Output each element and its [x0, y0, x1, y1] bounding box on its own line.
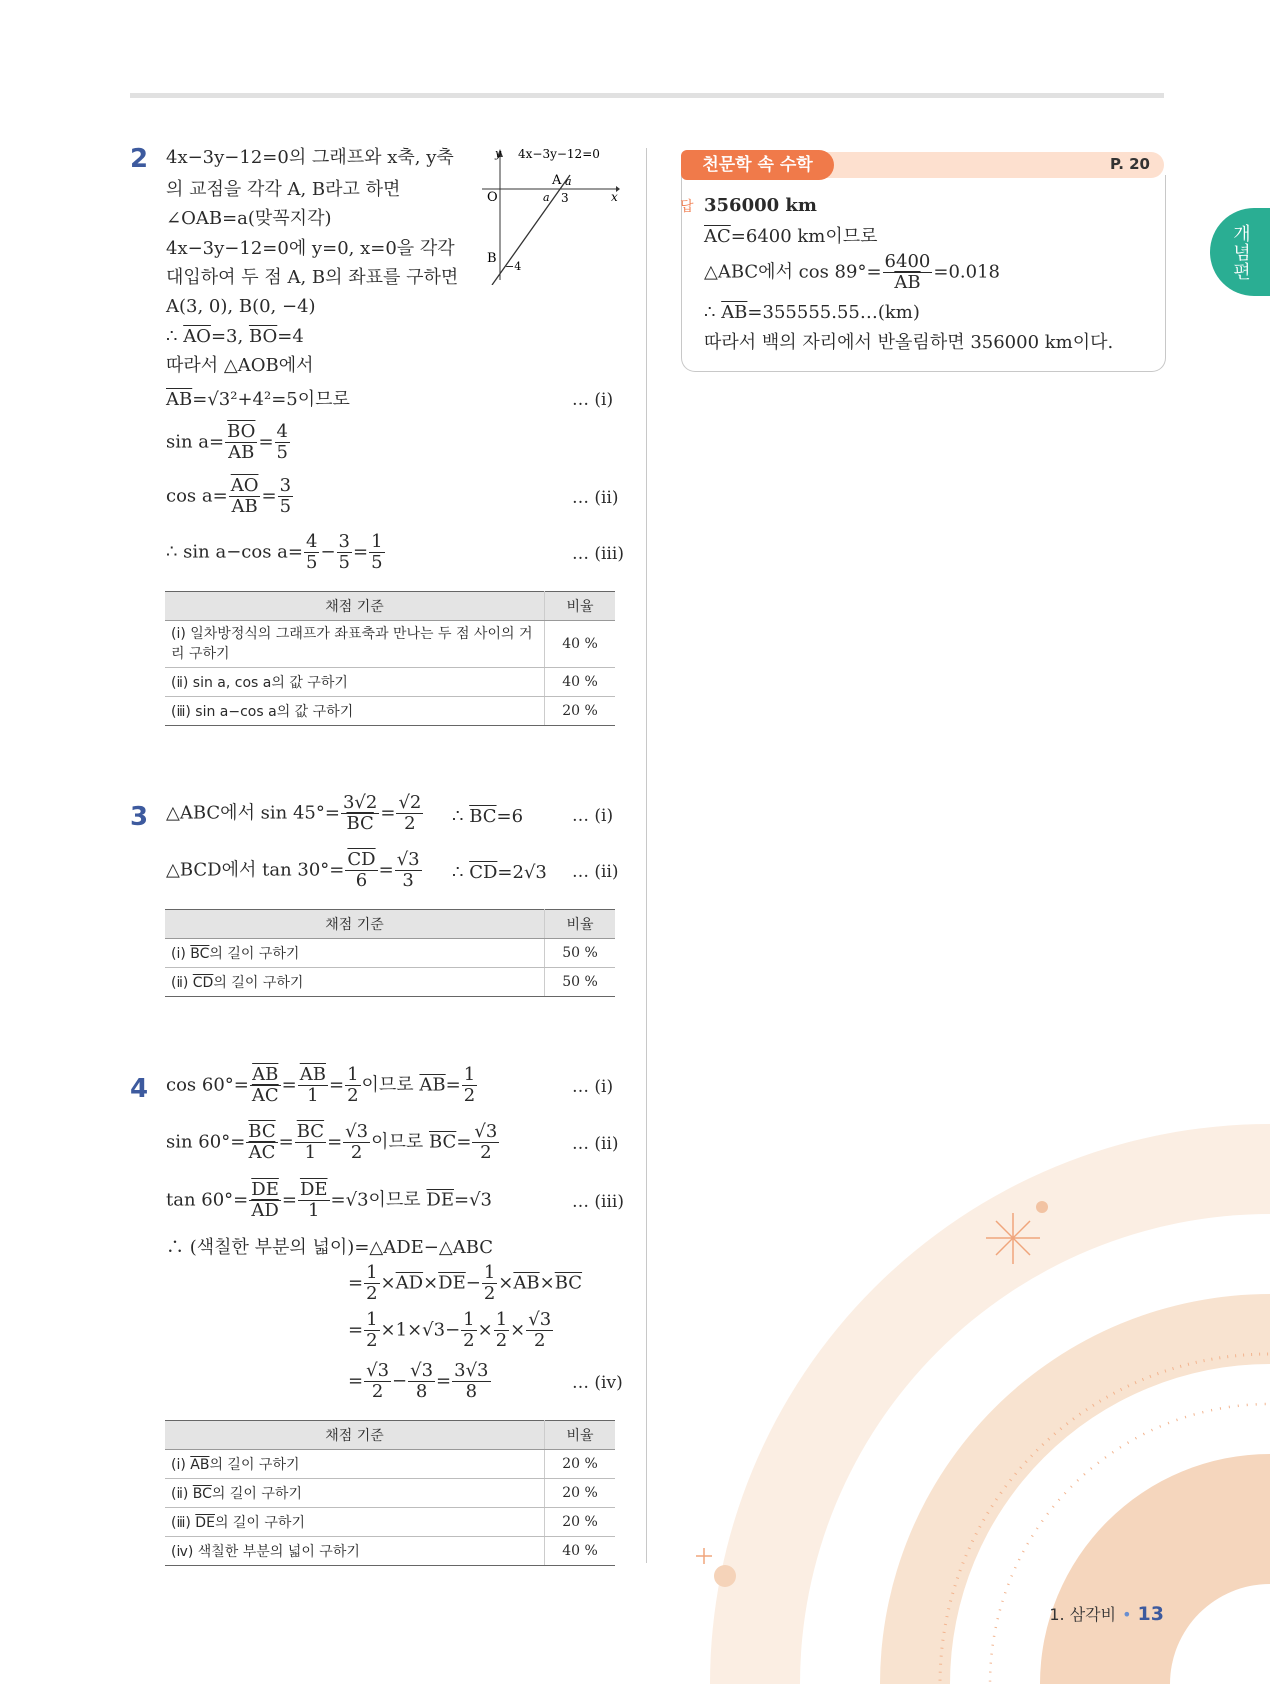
step-marker: … (ⅳ)	[572, 1373, 623, 1393]
step-marker: … (ⅰ)	[572, 806, 614, 826]
table-header: 비율	[545, 910, 616, 939]
text-line: $\overline{AC}=6400$ km이므로	[704, 226, 878, 247]
step-marker: … (ⅱ)	[572, 862, 619, 882]
area-step-2: = $\frac{1}{2}$ ×1×√3− $\frac{1}{2}$ × $\frac{1}{2}$ × $\frac{√3}{2}$	[348, 1309, 552, 1351]
separator-dot: •	[1122, 1605, 1132, 1624]
table-row: (ⅰ) 일차방정식의 그래프가 좌표축과 만나는 두 점 사이의 거리 구하기 40 %	[165, 621, 615, 668]
grading-table	[165, 591, 615, 726]
sin60-equation: sin 60°= $\frac{\overline{BC}}{AC}$ = $\frac{\overline{BC}}{1}$ = $\frac{√3}{2}$ 이므로 $\overline{BC}=$ $\frac{√3}{2}$	[166, 1121, 498, 1163]
page-number: 13	[1137, 1603, 1164, 1625]
cos89-equation: △ABC에서 cos 89°= $\frac{6400}{AB}$ =0.018	[704, 251, 1000, 293]
table-row: (ⅲ) $\overline{DE}$의 길이 구하기 20 %	[165, 1508, 615, 1537]
text-line: A(3, 0), B(0, −4)	[166, 296, 316, 317]
table-row: (ⅱ) sin a, cos a의 값 구하기 40 %	[165, 668, 615, 697]
table-row: (ⅰ) $\overline{BC}$의 길이 구하기 50 %	[165, 939, 615, 968]
segment: $\overline{AO}$	[183, 326, 211, 347]
text-line: 의 교점을 각각 A, B라고 하면	[166, 179, 401, 200]
step-marker: … (ⅰ)	[572, 390, 614, 410]
chapter-label: 1. 삼각비	[1049, 1605, 1117, 1624]
top-rule	[130, 93, 1164, 98]
svg-text:x: x	[611, 190, 618, 204]
cos60-equation: cos 60°= $\frac{\overline{AB}}{AC}$ = $\frac{\overline{AB}}{1}$ = $\frac{1}{2}$ 이므로 $\overline{AB}=$ $\frac{1}{2}$	[166, 1064, 476, 1106]
text-line: 따라서 백의 자리에서 반올림하면 356000 km이다.	[704, 332, 1114, 353]
svg-text:y: y	[495, 147, 502, 160]
step-marker: … (ⅲ)	[572, 544, 624, 564]
grading-table	[165, 1420, 615, 1566]
step-marker: … (ⅱ)	[572, 1134, 619, 1154]
answer-label: 답	[680, 199, 694, 215]
tan60-equation: tan 60°= $\frac{\overline{DE}}{AD}$ = $\frac{\overline{DE}}{1}$ =√3이므로 $\overline{DE}=√3$	[166, 1179, 492, 1221]
table-row: (ⅲ) sin a−cos a의 값 구하기 20 %	[165, 697, 615, 726]
segment: $\overline{BO}$	[248, 326, 278, 347]
conclusion: ∴ $\overline{CD}=2√3$	[452, 862, 547, 883]
sin-equation: sin a= $\frac{\overline{BO}}{AB}$ = $\frac{4}{5}$	[166, 421, 288, 463]
text-line: 4x−3y−12=0의 그래프와 x축, y축	[166, 147, 454, 168]
svg-text:3: 3	[561, 191, 569, 205]
svg-text:O: O	[487, 190, 498, 205]
table-header: 비율	[545, 592, 616, 621]
page-reference: P. 20	[1109, 155, 1150, 173]
table-row: (ⅰ) $\overline{AB}$의 길이 구하기 20 %	[165, 1450, 615, 1479]
step-marker: … (ⅰ)	[572, 1077, 614, 1097]
table-header: 채점 기준	[165, 592, 545, 621]
svg-text:4x−3y−12=0: 4x−3y−12=0	[518, 147, 600, 161]
svg-text:a: a	[543, 191, 550, 204]
table-header: 비율	[545, 1421, 616, 1450]
step-marker: … (ⅱ)	[572, 488, 619, 508]
sin45-equation: △ABC에서 sin 45°= $\frac{3√2}{BC}$ = $\frac{√2}{2}$	[166, 792, 422, 834]
area-line: ∴ (색칠한 부분의 넓이)=△ADE−△ABC	[166, 1237, 494, 1258]
problem-number: 4	[130, 1074, 149, 1104]
table-row: (ⅳ) 색칠한 부분의 넓이 구하기 40 %	[165, 1537, 615, 1566]
answer-value: 356000 km	[704, 195, 817, 216]
ab-equation: $\overline{AB}=√3^2+4^2=5$이므로	[166, 389, 350, 410]
astronomy-title: 천문학 속 수학	[681, 150, 834, 180]
cos-equation: cos a= $\frac{\overline{AO}}{AB}$ = $\frac{3}{5}$	[166, 475, 292, 517]
text-line: ∴ $\overline{AO}=3$, $\overline{BO}=4$	[166, 326, 304, 347]
text-line: 대입하여 두 점 A, B의 좌표를 구하면	[166, 267, 459, 288]
table-header: 채점 기준	[165, 1421, 545, 1450]
problem-number: 3	[130, 802, 149, 832]
svg-text:−4: −4	[505, 260, 522, 273]
table-row: (ⅱ) $\overline{CD}$의 길이 구하기 50 %	[165, 968, 615, 997]
svg-text:B: B	[487, 251, 497, 266]
area-step-1: = $\frac{1}{2}$ $\times\overline{AD}\times\overline{DE}-$ $\frac{1}{2}$ $\times\overline{AB}\times\overline{BC}$	[348, 1262, 583, 1304]
column-divider	[646, 148, 647, 1563]
text-line: 4x−3y−12=0에 y=0, x=0을 각각	[166, 238, 455, 259]
table-row: (ⅱ) $\overline{BC}$의 길이 구하기 20 %	[165, 1479, 615, 1508]
text-line: ∴ $\overline{AB}=355555.55\dots(km)$	[704, 302, 920, 323]
step-marker: … (ⅲ)	[572, 1192, 624, 1212]
table-header: 채점 기준	[165, 910, 545, 939]
text-line: 따라서 △AOB에서	[166, 355, 314, 376]
diff-equation: ∴ sin a−cos a= $\frac{4}{5}$ − $\frac{3}{5}$ = $\frac{1}{5}$	[166, 531, 383, 573]
page-footer	[1049, 1602, 1164, 1625]
segment: $\overline{AB}$	[166, 389, 193, 410]
svg-text:a: a	[565, 175, 572, 188]
text-line: ∠OAB=a(맞꼭지각)	[166, 208, 332, 229]
conclusion: ∴ $\overline{BC}=6$	[452, 806, 524, 827]
tan30-equation: △BCD에서 tan 30°= $\frac{\overline{CD}}{6}$ = $\frac{√3}{3}$	[166, 849, 420, 891]
area-step-3: = $\frac{√3}{2}$ − $\frac{√3}{8}$ = $\frac{3√3}{8}$	[348, 1360, 489, 1402]
side-tab-label: 개념편	[1230, 223, 1251, 281]
grading-table	[165, 909, 615, 997]
problem-number: 2	[130, 144, 149, 174]
line-graph	[470, 145, 620, 285]
svg-text:A: A	[552, 173, 562, 188]
